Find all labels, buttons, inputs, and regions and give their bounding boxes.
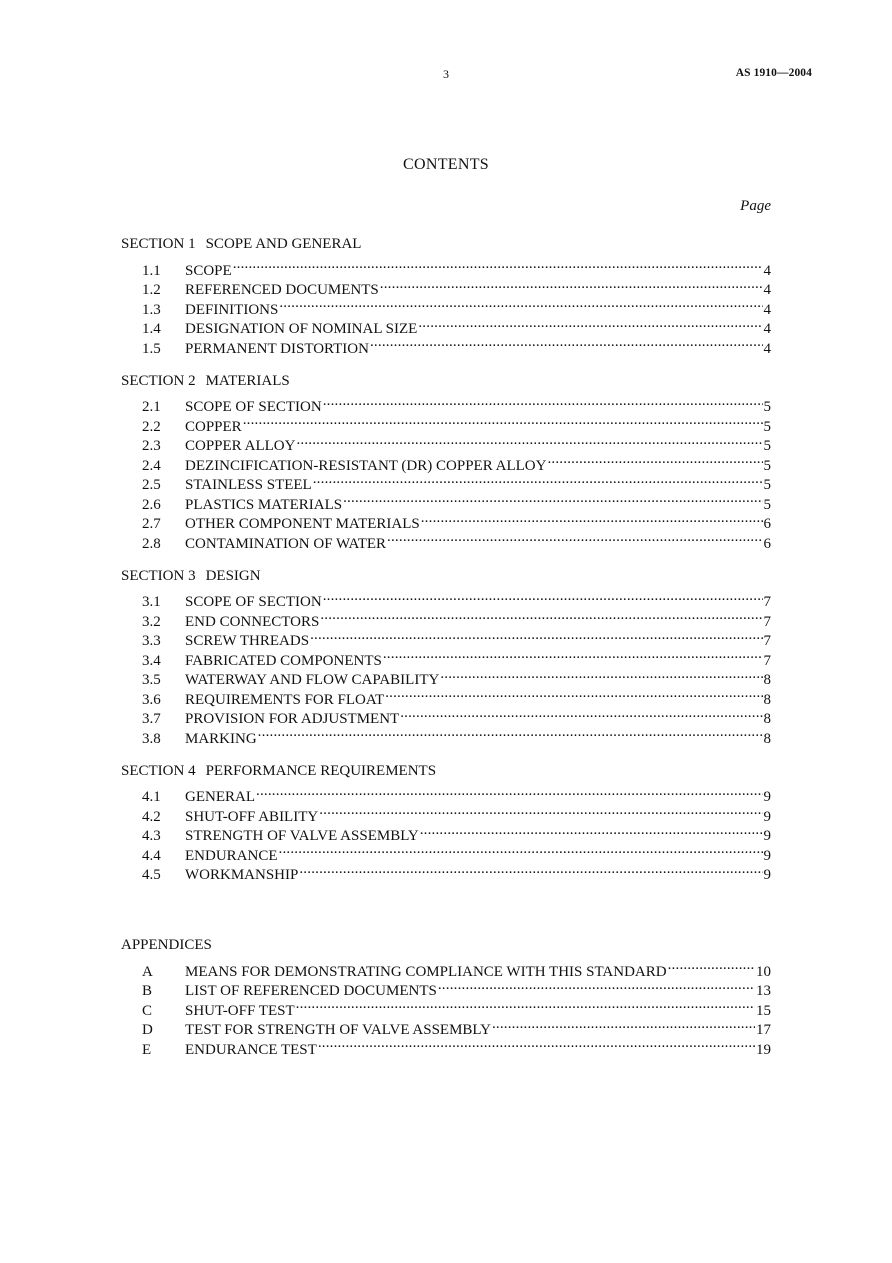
- toc-entry-page: 10: [756, 963, 771, 980]
- toc-entry-title: COPPER ALLOY: [185, 438, 296, 454]
- toc-entry-title: MEANS FOR DEMONSTRATING COMPLIANCE WITH THIS STANDARD: [185, 963, 667, 980]
- appendices-group: [121, 935, 771, 1058]
- toc-entry-title: COPPER: [185, 418, 242, 435]
- dot-leader: [323, 587, 763, 607]
- dot-leader: [233, 255, 763, 275]
- toc-entry-page: 5: [763, 496, 771, 513]
- toc-entry-number: 4.1: [142, 789, 161, 805]
- toc-entry-title: SHUT-OFF ABILITY: [185, 808, 319, 825]
- toc-section-group: [121, 566, 771, 747]
- toc-entry-title: STAINLESS STEEL: [185, 477, 312, 493]
- toc-entry-page: 5: [763, 438, 771, 454]
- toc-entry-number: 2.6: [142, 496, 161, 513]
- toc-entry-page: 9: [763, 847, 771, 864]
- dot-leader: [668, 956, 755, 976]
- toc-entry-title: STRENGTH OF VALVE ASSEMBLY: [185, 828, 419, 844]
- toc-entry-title: SCOPE OF SECTION: [185, 594, 322, 610]
- dot-leader: [318, 1034, 755, 1054]
- toc-entry-page: 5: [763, 477, 771, 493]
- appendices-heading: APPENDICES: [121, 937, 212, 953]
- toc-entry-number: 4.4: [142, 847, 161, 864]
- toc-entry-page: 8: [763, 691, 771, 708]
- toc-section-group: [121, 234, 771, 357]
- toc-entry-number: 3.5: [142, 672, 161, 688]
- toc-entry-title: MARKING: [185, 730, 257, 747]
- dot-leader: [313, 470, 763, 490]
- toc-entry-page: 4: [763, 301, 771, 318]
- section-title: DESIGN: [205, 567, 261, 584]
- toc-entry-title: SCOPE: [185, 262, 232, 279]
- toc-entry-number: D: [142, 1022, 153, 1038]
- toc-entry-title: SCREW THREADS: [185, 633, 310, 649]
- toc-entry-title: LIST OF REFERENCED DOCUMENTS: [185, 983, 437, 999]
- toc-entry-page: 8: [763, 711, 771, 727]
- toc-entry-number: 2.1: [142, 399, 161, 415]
- toc-entry-title: WORKMANSHIP: [185, 867, 299, 883]
- toc-entry-title: PLASTICS MATERIALS: [185, 496, 343, 513]
- toc-entry-page: 5: [763, 457, 771, 474]
- toc-entry-number: C: [142, 1002, 153, 1019]
- toc-entry-number: 3.3: [142, 633, 161, 649]
- toc-section-group: [121, 371, 771, 552]
- toc-entry-page: 4: [763, 340, 771, 357]
- dot-leader: [547, 450, 762, 470]
- dot-leader: [279, 840, 763, 860]
- dot-leader: [420, 821, 763, 841]
- section-title: SCOPE AND GENERAL: [205, 236, 362, 252]
- toc-section-group: [121, 761, 771, 883]
- toc-entry[interactable]: [121, 587, 771, 610]
- toc-entry-page: 7: [763, 594, 771, 610]
- toc-entry-number: 3.6: [142, 691, 161, 708]
- dot-leader: [383, 645, 763, 665]
- page-column-label: Page: [740, 198, 771, 214]
- contents-title: CONTENTS: [403, 156, 489, 173]
- toc-entry-number: 2.4: [142, 457, 161, 474]
- dot-leader: [418, 314, 762, 334]
- toc-entry[interactable]: [121, 392, 771, 415]
- dot-leader: [438, 976, 755, 996]
- toc-entry-page: 8: [763, 730, 771, 747]
- toc-entry-number: B: [142, 983, 153, 999]
- toc-entry-page: 4: [763, 282, 771, 298]
- dot-leader: [310, 626, 762, 646]
- dot-leader: [380, 275, 763, 295]
- section-label: SECTION 3: [121, 567, 196, 584]
- toc-entry-page: 17: [756, 1022, 771, 1038]
- toc-entry-title: SCOPE OF SECTION: [185, 399, 322, 415]
- toc-entry-number: 1.5: [142, 340, 161, 357]
- toc-entry-title: ENDURANCE TEST: [185, 1041, 317, 1058]
- toc-entry-title: ENDURANCE: [185, 847, 278, 864]
- toc-entry[interactable]: [121, 956, 771, 980]
- dot-leader: [279, 294, 762, 314]
- dot-leader: [258, 723, 763, 743]
- toc-entry-page: 19: [756, 1041, 771, 1058]
- toc-entry-page: 7: [763, 633, 771, 649]
- toc-entry-page: 9: [763, 789, 771, 805]
- section-title: MATERIALS: [205, 372, 290, 389]
- dot-leader: [370, 333, 763, 353]
- dot-leader: [256, 782, 763, 802]
- section-label: SECTION 2: [121, 372, 196, 389]
- dot-leader: [243, 411, 763, 431]
- toc-entry-page: 6: [763, 535, 771, 552]
- dot-leader: [296, 431, 762, 451]
- toc-entry-number: 1.1: [142, 262, 161, 279]
- toc-entry-page: 15: [756, 1002, 771, 1019]
- toc-entry-number: 2.7: [142, 516, 161, 532]
- toc-entry-number: 4.3: [142, 828, 161, 844]
- dot-leader: [296, 995, 755, 1015]
- toc-entry-number: 2.2: [142, 418, 161, 435]
- toc-entry-page: 9: [763, 828, 771, 844]
- toc-entry-number: A: [142, 963, 153, 980]
- toc-entry-title: OTHER COMPONENT MATERIALS: [185, 516, 420, 532]
- toc-entry-title: TEST FOR STRENGTH OF VALVE ASSEMBLY: [185, 1022, 491, 1038]
- toc-entry-number: E: [142, 1041, 152, 1058]
- toc-entry-number: 3.7: [142, 711, 161, 727]
- toc-entry-page: 6: [763, 516, 771, 532]
- toc-entry-page: 7: [763, 652, 771, 669]
- toc-entry-number: 2.5: [142, 477, 161, 493]
- toc-entry-number: 4.2: [142, 808, 161, 825]
- section-title: PERFORMANCE REQUIREMENTS: [205, 762, 437, 779]
- toc-entry-page: 13: [756, 983, 771, 999]
- toc-entry-title: DEFINITIONS: [185, 301, 279, 318]
- toc-entry-title: REFERENCED DOCUMENTS: [185, 282, 379, 298]
- section-heading[interactable]: [121, 234, 771, 255]
- toc-entry-number: 3.4: [142, 652, 161, 669]
- page-number: 3: [443, 67, 449, 81]
- toc-entry-number: 3.1: [142, 594, 161, 610]
- toc-entry-number: 4.5: [142, 867, 161, 883]
- toc-entry-title: CONTAMINATION OF WATER: [185, 535, 387, 552]
- section-label: SECTION 4: [121, 762, 196, 779]
- toc-entry[interactable]: [121, 255, 771, 279]
- dot-leader: [421, 509, 763, 529]
- toc-entry-page: 8: [763, 672, 771, 688]
- toc-entry-number: 1.4: [142, 321, 161, 337]
- dot-leader: [320, 606, 762, 626]
- toc-entry-number: 1.2: [142, 282, 161, 298]
- dot-leader: [323, 392, 763, 412]
- toc-entry-page: 7: [763, 613, 771, 630]
- dot-leader: [400, 704, 762, 724]
- dot-leader: [492, 1015, 755, 1035]
- section-heading[interactable]: [121, 761, 771, 782]
- toc-entry-title: PERMANENT DISTORTION: [185, 340, 369, 357]
- dot-leader: [440, 665, 762, 685]
- toc-entry-title: DESIGNATION OF NOMINAL SIZE: [185, 321, 418, 337]
- section-heading[interactable]: [121, 566, 771, 587]
- toc-entry-title: FABRICATED COMPONENTS: [185, 652, 382, 669]
- section-heading[interactable]: [121, 371, 771, 392]
- dot-leader: [387, 528, 762, 548]
- toc-entry-title: DEZINCIFICATION-RESISTANT (DR) COPPER ALLOY: [185, 457, 547, 474]
- table-of-contents: [121, 234, 771, 1072]
- dot-leader: [299, 860, 762, 880]
- toc-entry-title: SHUT-OFF TEST: [185, 1002, 295, 1019]
- dot-leader: [319, 801, 762, 821]
- toc-entry-number: 1.3: [142, 301, 161, 318]
- toc-entry-page: 4: [763, 321, 771, 337]
- toc-entry-title: GENERAL: [185, 789, 255, 805]
- dot-leader: [385, 684, 762, 704]
- document-code: AS 1910—2004: [735, 67, 812, 79]
- toc-entry-page: 9: [763, 867, 771, 883]
- toc-entry-page: 4: [763, 262, 771, 279]
- section-label: SECTION 1: [121, 236, 196, 252]
- toc-entry-page: 5: [763, 399, 771, 415]
- toc-entry-number: 2.8: [142, 535, 161, 552]
- toc-entry[interactable]: [121, 782, 771, 805]
- toc-entry-title: WATERWAY AND FLOW CAPABILITY: [185, 672, 440, 688]
- dot-leader: [343, 489, 762, 509]
- toc-entry-title: REQUIREMENTS FOR FLOAT: [185, 691, 385, 708]
- toc-entry-page: 5: [763, 418, 771, 435]
- toc-entry-title: PROVISION FOR ADJUSTMENT: [185, 711, 400, 727]
- toc-entry-number: 3.8: [142, 730, 161, 747]
- toc-entry-page: 9: [763, 808, 771, 825]
- toc-entry-title: END CONNECTORS: [185, 613, 320, 630]
- toc-entry-number: 3.2: [142, 613, 161, 630]
- toc-entry-number: 2.3: [142, 438, 161, 454]
